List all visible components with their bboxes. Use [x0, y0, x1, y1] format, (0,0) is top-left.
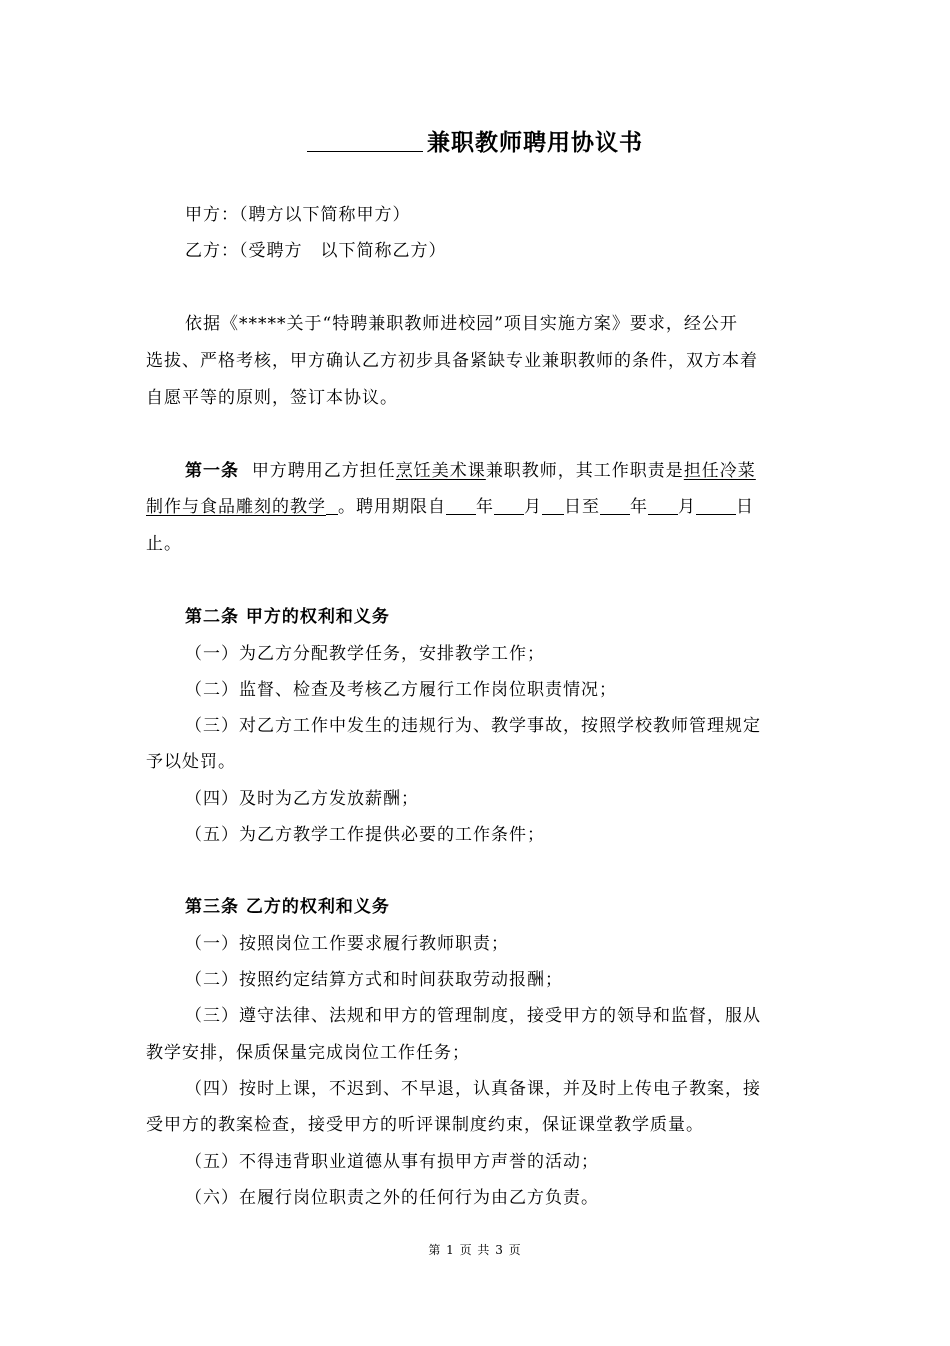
blank-field — [446, 498, 476, 515]
preamble-line: 选拔、严格考核，甲方确认乙方初步具备紧缺专业兼职教师的条件，双方本着 — [146, 351, 758, 371]
article2-heading: 第二条 甲方的权利和义务 — [185, 607, 390, 627]
list-item: （三）对乙方工作中发生的违规行为、教学事故，按照学校教师管理规定 — [185, 716, 761, 736]
article1-end: 止。 — [146, 534, 182, 554]
list-item: （一）按照岗位工作要求履行教师职责； — [185, 934, 509, 954]
year-label: 年 — [476, 497, 494, 517]
article1-text: 。聘用期限自 — [338, 497, 446, 517]
year-label: 年 — [630, 497, 648, 517]
duty-text: 制作与食品雕刻的教学 — [146, 497, 326, 517]
blank-field — [542, 498, 564, 515]
course-name: 烹饪美术课 — [395, 461, 486, 481]
list-item: （四）及时为乙方发放薪酬； — [185, 789, 419, 809]
page-footer: 第 1 页 共 3 页 — [428, 1243, 522, 1257]
list-item: （二）按照约定结算方式和时间获取劳动报酬； — [185, 970, 563, 990]
list-item: （三）遵守法律、法规和甲方的管理制度，接受甲方的领导和监督，服从 — [185, 1006, 761, 1026]
list-item: （四）按时上课，不迟到、不早退，认真备课，并及时上传电子教案，接 — [185, 1079, 761, 1099]
month-label: 月 — [678, 497, 696, 517]
list-item: 受甲方的教案检查，接受甲方的听评课制度约束，保证课堂教学质量。 — [146, 1115, 704, 1135]
article1-line — [146, 492, 816, 517]
list-item: 予以处罚。 — [146, 752, 236, 772]
document-title — [0, 124, 950, 157]
day-label: 日至 — [564, 497, 600, 517]
preamble-line: 自愿平等的原则，签订本协议。 — [146, 388, 398, 408]
month-label: 月 — [524, 497, 542, 517]
blank-field — [648, 498, 678, 515]
day-label: 日 — [736, 497, 754, 517]
list-item: （一）为乙方分配教学任务，安排教学工作； — [185, 644, 545, 664]
duty-text: 担任冷菜 — [683, 461, 756, 481]
blank-field — [494, 498, 524, 515]
title-blank-field — [307, 129, 423, 152]
party-a: 甲方：（聘方以下简称甲方） — [185, 205, 411, 225]
article1-line — [185, 456, 855, 481]
article3-heading: 第三条 乙方的权利和义务 — [185, 897, 390, 917]
blank-field — [326, 498, 338, 515]
blank-field — [600, 498, 630, 515]
list-item: （五）为乙方教学工作提供必要的工作条件； — [185, 825, 545, 845]
list-item: 教学安排，保质保量完成岗位工作任务； — [146, 1043, 470, 1063]
title-text: 兼职教师聘用协议书 — [427, 129, 643, 156]
article1-text: 兼职教师，其工作职责是 — [485, 461, 684, 481]
list-item: （二）监督、检查及考核乙方履行工作岗位职责情况； — [185, 680, 617, 700]
blank-field — [696, 498, 736, 515]
party-b: 乙方：（受聘方 以下简称乙方） — [185, 241, 447, 261]
preamble-line: 依据《*****关于“特聘兼职教师进校园”项目实施方案》要求，经公开 — [185, 314, 738, 334]
list-item: （六）在履行岗位职责之外的任何行为由乙方负责。 — [185, 1188, 599, 1208]
article1-heading: 第一条 — [185, 461, 239, 481]
article1-text: 甲方聘用乙方担任 — [251, 461, 396, 481]
list-item: （五）不得违背职业道德从事有损甲方声誉的活动； — [185, 1152, 599, 1172]
